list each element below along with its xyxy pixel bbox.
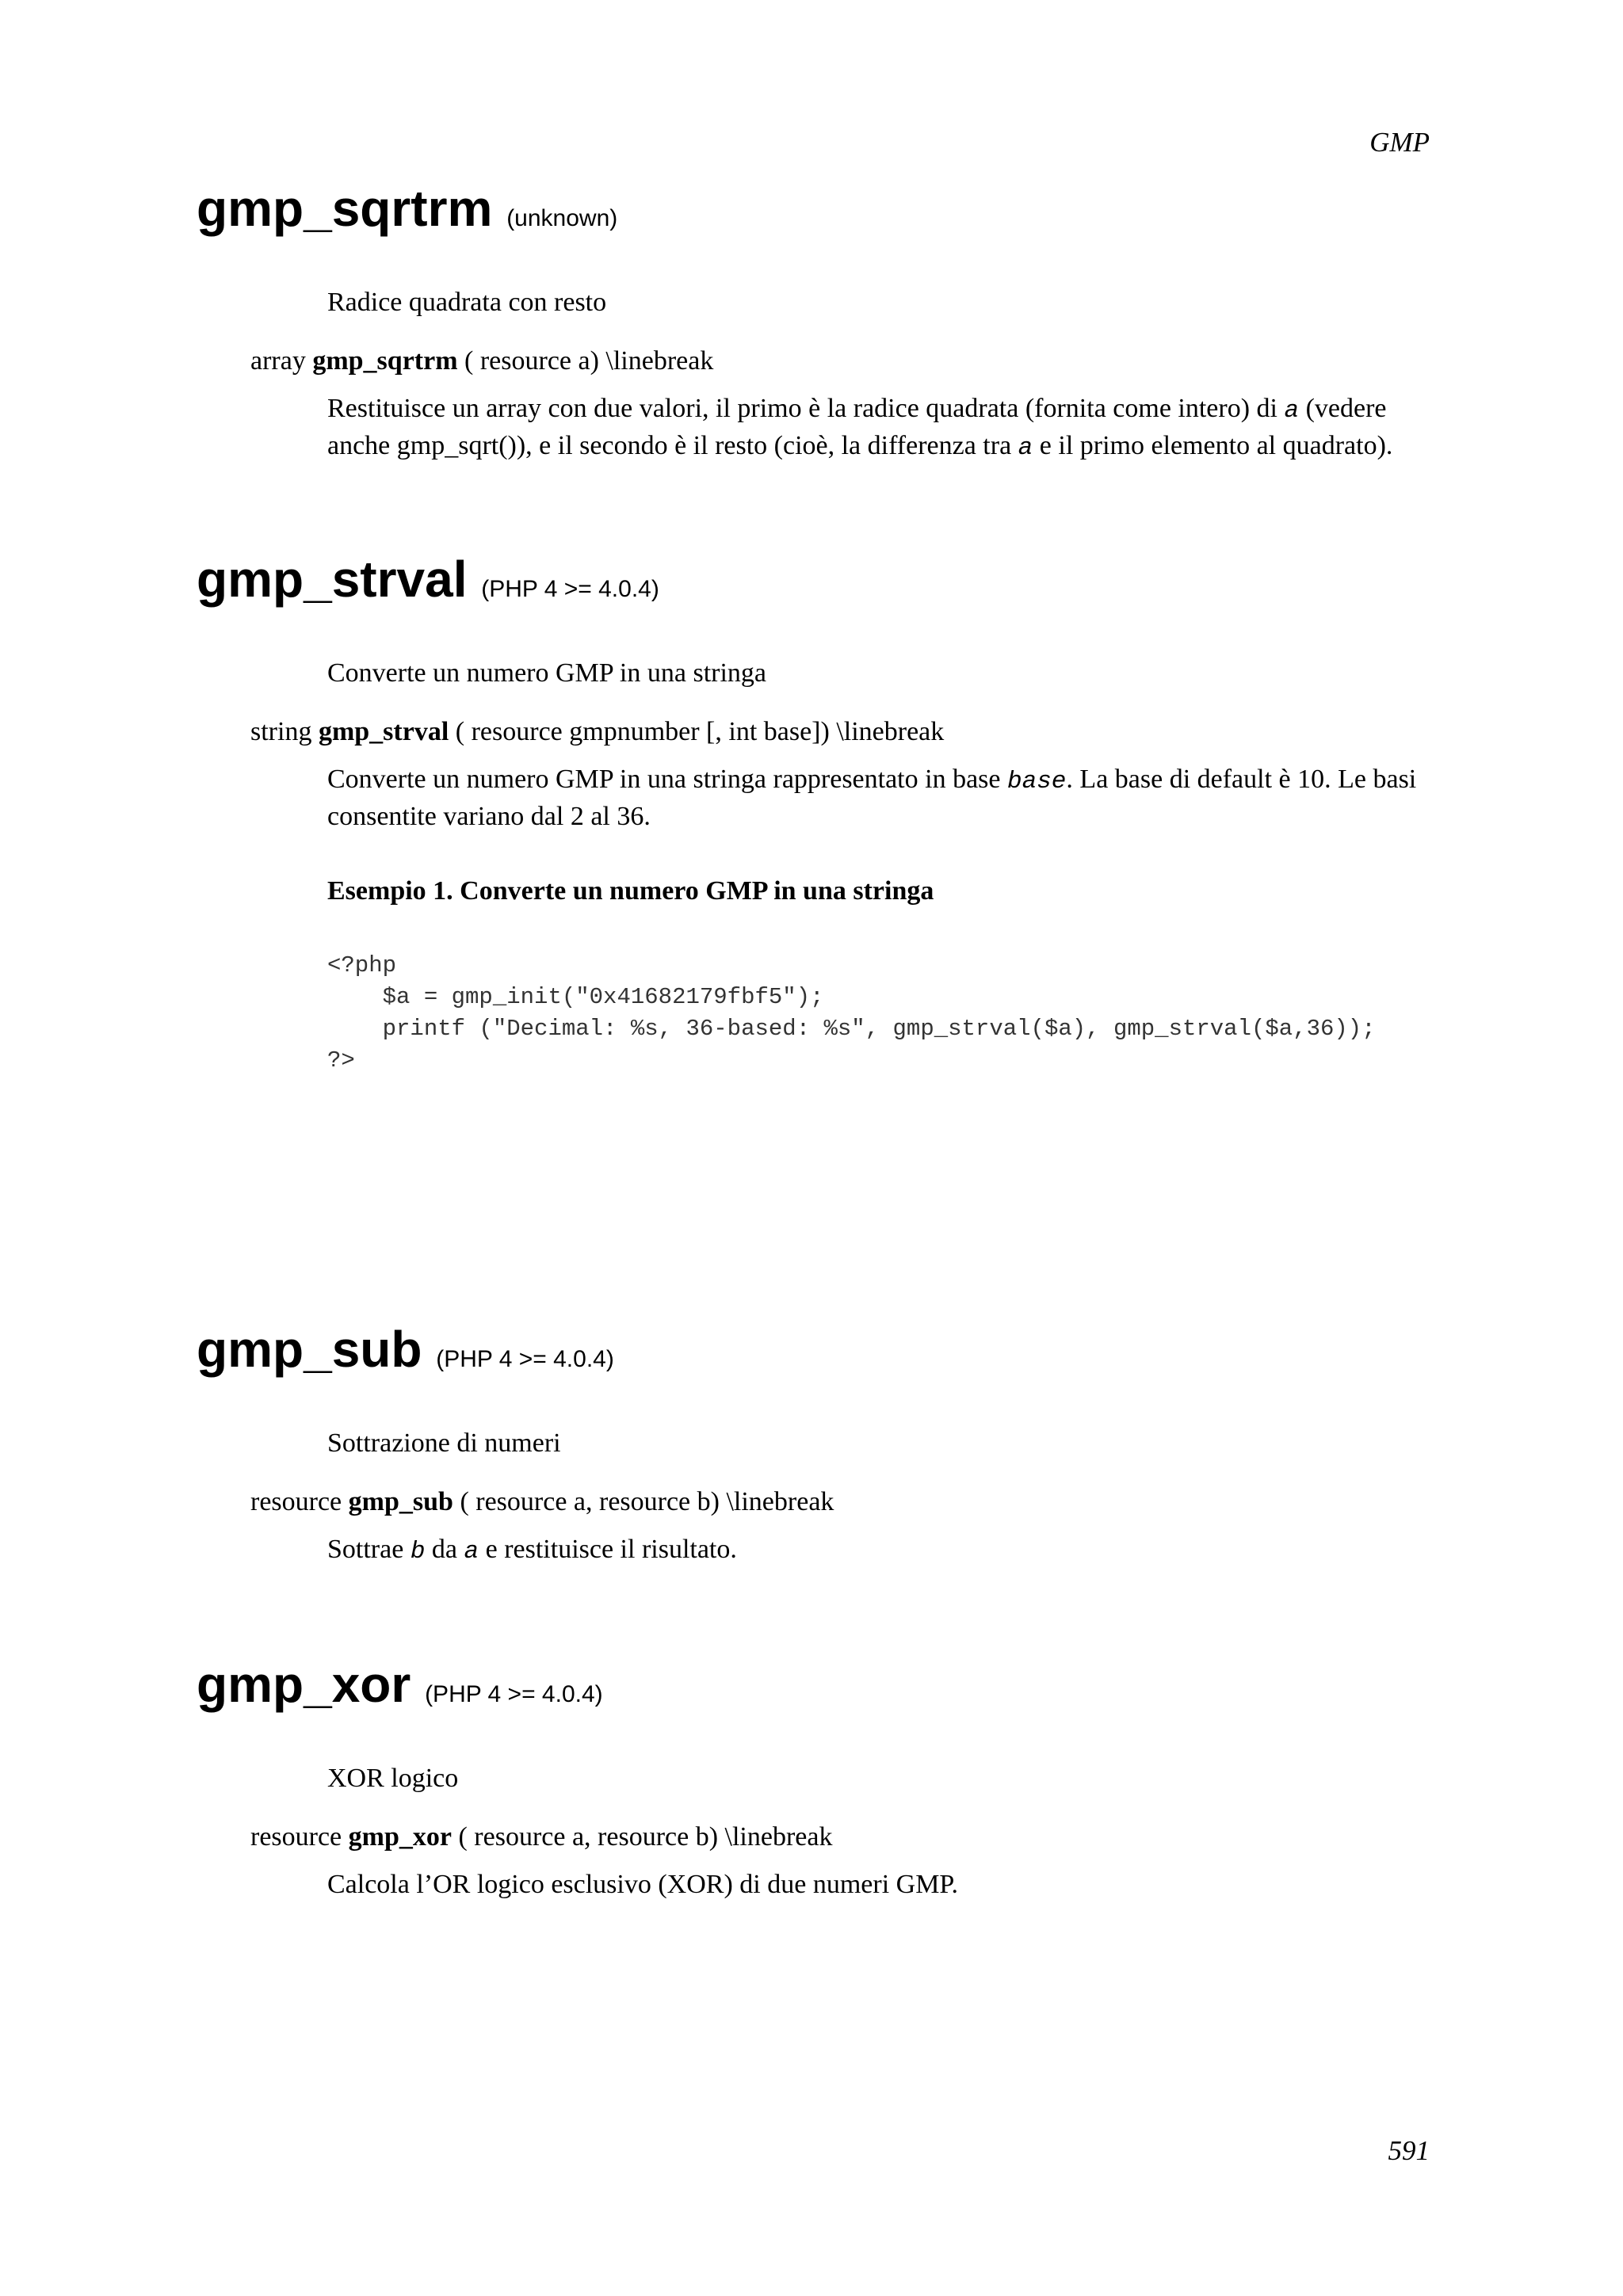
synopsis-function-name: gmp_sqrtrm (312, 346, 458, 376)
function-description (327, 1867, 1441, 1902)
parameter-ref: a (1284, 397, 1300, 425)
function-name: gmp_sqrtrm (197, 180, 493, 237)
function-description (327, 762, 1441, 834)
function-purpose: Radice quadrata con resto (327, 288, 607, 318)
code-example: <?php $a = gmp_init("0x41682179fbf5"); printf ("Decimal: %s, 36-based: %s", gmp_strval($a), gmp_strval($a,36)); ?> (327, 952, 1376, 1074)
parameter-ref: a (464, 1538, 479, 1566)
synopsis-params: ( resource gmpnumber [, int base]) \linebreak (449, 717, 945, 747)
parameter-ref: base (1007, 768, 1067, 796)
description-text: Sottrae (327, 1535, 411, 1565)
function-name: gmp_xor (197, 1656, 411, 1713)
function-name: gmp_strval (197, 551, 468, 608)
function-title (197, 1322, 1441, 1377)
function-purpose: XOR logico (327, 1764, 459, 1794)
function-synopsis (250, 1820, 1441, 1855)
description-text: (vedere anche gmp_sqrt()), e il secondo è il resto (cioè, la differenza tra (327, 394, 1387, 461)
description-text: e restituisce il risultato. (479, 1535, 737, 1565)
description-text: Restituisce un array con due valori, il primo è la radice quadrata (fornita come intero) di (327, 394, 1285, 424)
description-text: e il primo elemento al quadrato). (1033, 431, 1393, 461)
entry-gmp-strval (197, 551, 1441, 1077)
return-type: array (250, 346, 306, 376)
function-title (197, 551, 1441, 607)
function-version: (PHP 4 >= 4.0.4) (425, 1681, 603, 1707)
parameter-ref: a (1018, 434, 1033, 463)
entry-gmp-sqrtrm (197, 181, 1441, 466)
function-synopsis (250, 1485, 1441, 1520)
synopsis-params: ( resource a, resource b) \linebreak (451, 1822, 833, 1852)
return-type: resource (250, 1487, 342, 1517)
function-purpose: Converte un numero GMP in una stringa (327, 658, 766, 688)
description-text: Calcola l’OR logico esclusivo (XOR) di due numeri GMP. (327, 1870, 959, 1900)
description-text: da (425, 1535, 464, 1565)
synopsis-function-name: gmp_strval (318, 717, 449, 747)
synopsis-params: ( resource a) \linebreak (457, 346, 714, 376)
function-purpose: Sottrazione di numeri (327, 1428, 561, 1459)
synopsis-function-name: gmp_sub (348, 1487, 453, 1517)
entry-gmp-sub (197, 1322, 1441, 1569)
function-synopsis (250, 344, 1441, 379)
function-title (197, 181, 1441, 236)
function-title (197, 1657, 1441, 1712)
page-number: 591 (1388, 2135, 1430, 2166)
parameter-ref: b (410, 1538, 426, 1566)
description-text: . La base di default è 10. Le basi consentite variano dal 2 al 36. (327, 765, 1417, 832)
entry-gmp-xor (197, 1657, 1441, 1902)
return-type: resource (250, 1822, 342, 1852)
example-title: Esempio 1. Converte un numero GMP in una stringa (327, 876, 934, 906)
function-version: (PHP 4 >= 4.0.4) (436, 1346, 614, 1372)
synopsis-function-name: gmp_xor (348, 1822, 452, 1852)
function-version: (PHP 4 >= 4.0.4) (481, 576, 659, 602)
function-synopsis (250, 715, 1441, 749)
return-type: string (250, 717, 312, 747)
function-version: (unknown) (506, 205, 618, 231)
description-text: Converte un numero GMP in una stringa rappresentato in base (327, 765, 1007, 795)
running-header: GMP (1369, 127, 1430, 158)
synopsis-params: ( resource a, resource b) \linebreak (453, 1487, 834, 1517)
function-description (327, 1532, 1441, 1569)
function-name: gmp_sub (197, 1321, 422, 1378)
function-description (327, 391, 1441, 466)
